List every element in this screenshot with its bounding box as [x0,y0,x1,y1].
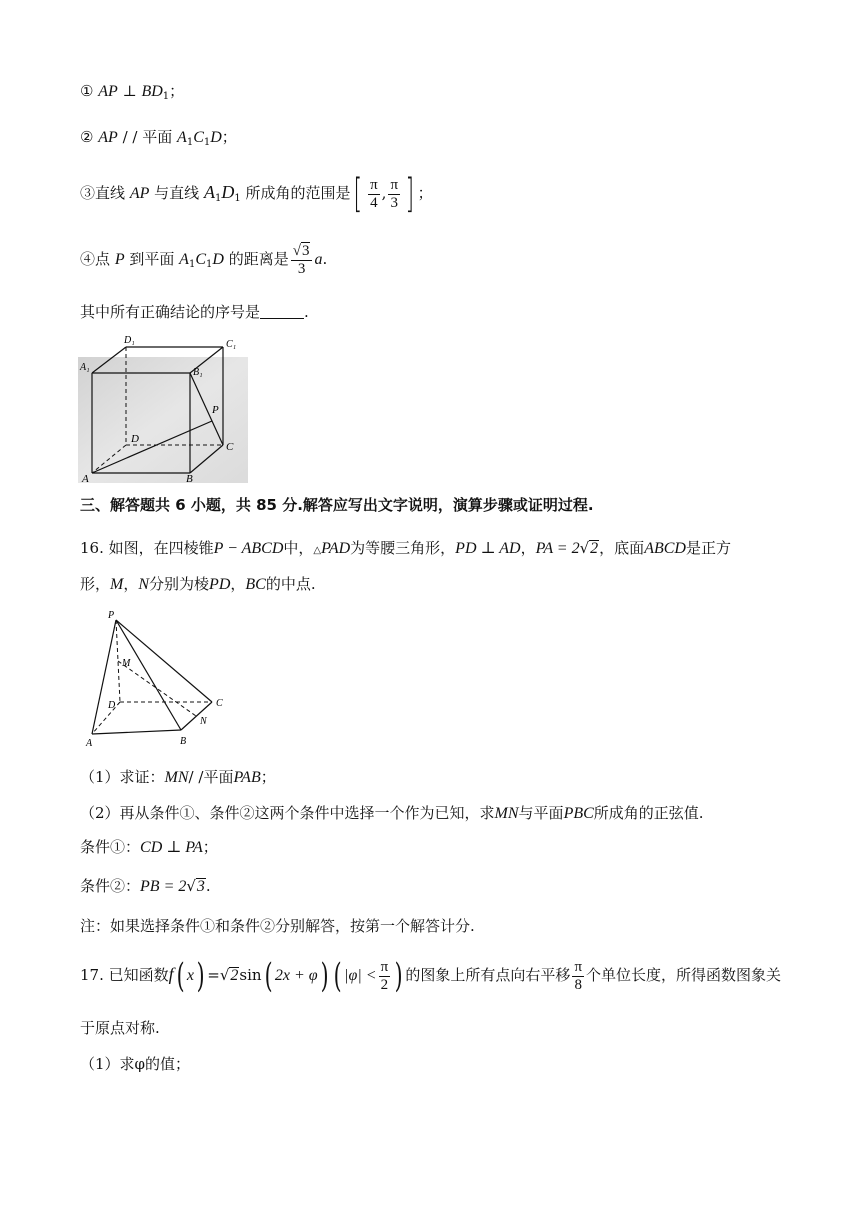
fraction-pi-2: $\frac{\pi}{2}$ [380,958,389,993]
label-P: P [212,404,219,416]
condition-2: 条件②：PB = 2√3. [80,877,211,895]
statement-1: ① AP ⊥ $BD_1$； [80,82,185,102]
label-M: M [122,658,131,669]
q17-part-1: （1）求φ的值； [80,1055,191,1073]
label-B1: B₁ [193,367,203,378]
statement-4: ④点 P 到平面 $A_1C_1D$ 的距离是 $\frac{√3}{3}$ a. [80,243,328,277]
statement-2: ② AP / / 平面 $A_1C_1D$； [80,128,237,148]
label-A1: A₁ [80,362,90,373]
answer-blank [260,304,304,319]
statement-3: ③直线 AP 与直线 $A_1D_1$ 所成角的范围是[ $\frac{\pi}{4}$ , $\frac{\pi}{3}$ ] ； [80,171,433,217]
label-D: D [108,700,116,711]
fraction-pi-4: $\frac{\pi}{4}$ [370,176,378,211]
fraction-pi-3: $\frac{\pi}{3}$ [390,176,399,211]
label-C: C [216,698,223,709]
q16-line-1: 16. 如图，在四棱锥P − ABCD中，△PAD为等腰三角形，PD ⊥ AD，PA = 2√2，底面ABCD是正方 [80,539,731,557]
label-A: A [82,473,89,483]
fraction-pi-8: $\frac{\pi}{8}$ [574,958,583,993]
note: 注：如果选择条件①和条件②分别解答，按第一个解答计分. [80,917,475,935]
label-A: A [86,738,93,748]
label-C: C [226,441,234,453]
q17-line-2: 于原点对称. [80,1019,160,1037]
section-3-heading: 三、解答题共 6 小题，共 85 分.解答应写出文字说明，演算步骤或证明过程. [80,496,594,514]
condition-1: 条件①：CD ⊥ PA； [80,838,218,856]
q16-line-2: 形，M，N分别为棱PD，BC的中点. [80,575,316,593]
label-P: P [108,610,115,621]
question-prompt: 其中所有正确结论的序号是 . [80,303,309,321]
q16-part-1: （1）求证：MN/ /平面PAB； [80,768,276,786]
q17-line-1: 17. 已知函数f( x) =√2sin( 2x + φ) ( |φ| < $\frac{\pi}{2}$ ) 的图象上所有点向右平移 $\frac{\pi}{8}$ 个单位长度，所得函数图象关 [80,956,782,996]
fraction-sqrt3-3: $\frac{√3}{3}$ [291,242,313,278]
cube-figure [78,333,248,483]
label-B: B [186,473,193,483]
label-C1: C₁ [226,339,237,350]
q16-part-2: （2）再从条件①、条件②这两个条件中选择一个作为已知，求MN与平面PBC所成角的正弦值. [80,804,704,822]
label-N: N [200,716,207,727]
pyramid-figure [84,606,234,748]
label-D1: D₁ [124,335,135,346]
label-B: B [180,736,187,747]
label-D: D [131,433,139,445]
